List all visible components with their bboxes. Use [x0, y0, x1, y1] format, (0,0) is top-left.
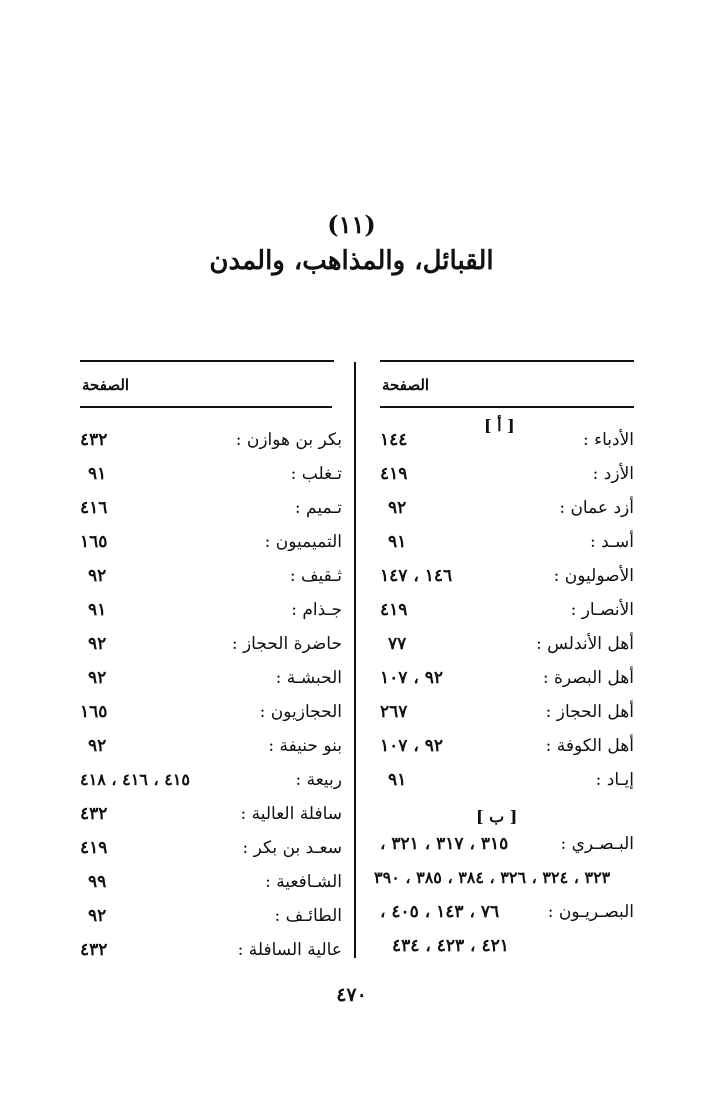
entry-pages: ٩٢ ، ١٠٧	[380, 668, 443, 688]
entry-term: ثـقيف :	[289, 566, 342, 586]
entry-term: الحجازيون :	[259, 702, 342, 722]
entry-pages: ٩٢	[88, 634, 107, 654]
list-item	[80, 935, 342, 965]
entry-term: حاضرة الحجاز :	[231, 634, 342, 654]
list-item	[80, 629, 342, 659]
chapter-number: (١١)	[327, 210, 376, 239]
entry-term: أهل الأندلس :	[535, 634, 634, 654]
entry-term: الأنصـار :	[570, 600, 634, 620]
entry-pages: ٣١٥ ، ٣١٧ ، ٣٢١ ،	[380, 834, 509, 854]
list-item	[380, 425, 634, 455]
entry-pages: ٩٢	[388, 498, 407, 518]
entry-term: الأصوليون :	[553, 566, 634, 586]
entry-term: التميميون :	[264, 532, 342, 552]
entry-term: إيـاد :	[595, 770, 634, 790]
entry-term: عالية السافلة :	[237, 940, 342, 960]
entry-term: أزد عمان :	[559, 498, 634, 518]
entry-pages: ١٤٦ ، ١٤٧	[380, 566, 453, 586]
list-item	[380, 897, 634, 927]
entry-pages: ١٤٤	[380, 430, 408, 450]
entry-term: جـذام :	[291, 600, 342, 620]
entry-pages: ٤٣٢	[80, 940, 108, 960]
list-item	[80, 493, 342, 523]
list-item	[380, 561, 634, 591]
entry-term: بنو حنيفة :	[268, 736, 342, 756]
entry-pages: ٧٧	[388, 634, 407, 654]
entry-term: تـغلب :	[290, 464, 342, 484]
entry-pages: ٤١٩	[380, 600, 408, 620]
list-item	[80, 901, 342, 931]
list-item	[380, 595, 634, 625]
list-item	[80, 663, 342, 693]
list-item	[380, 697, 634, 727]
entry-pages: ٤١٦	[80, 498, 108, 518]
entry-pages: ٩٢	[88, 736, 107, 756]
list-item-continuation	[380, 931, 634, 961]
list-item	[80, 527, 342, 557]
list-item	[80, 731, 342, 761]
list-item	[80, 697, 342, 727]
entry-pages: ٤٢١ ، ٤٢٣ ، ٤٣٤	[392, 936, 509, 956]
list-item	[380, 493, 634, 523]
entry-pages: ٩٢	[88, 906, 107, 926]
entry-pages: ٤١٩	[80, 838, 108, 858]
list-item-continuation	[374, 863, 634, 893]
list-item	[80, 459, 342, 489]
entry-pages: ٩٢	[88, 668, 107, 688]
left-column	[80, 0, 342, 1100]
entry-pages: ٢٦٧	[380, 702, 408, 722]
entry-term: أهل البصرة :	[542, 668, 634, 688]
left-column-header: الصفحة	[82, 376, 130, 394]
list-item	[380, 731, 634, 761]
entry-pages: ٣٢٣ ، ٣٢٤ ، ٣٢٦ ، ٣٨٤ ، ٣٨٥ ، ٣٩٠	[374, 868, 611, 887]
entry-term: تـميم :	[294, 498, 342, 518]
entry-term: أسـد :	[589, 532, 634, 552]
page-title: القبائل، والمذاهب، والمدن	[209, 246, 494, 276]
entry-term: الطائـف :	[274, 906, 342, 926]
section-ba-row	[380, 802, 634, 832]
list-item	[380, 459, 634, 489]
entry-pages: ١٦٥	[80, 702, 108, 722]
right-column-header: الصفحة	[382, 376, 430, 394]
section-label-ba: [ ب ]	[476, 807, 518, 826]
list-item	[380, 629, 634, 659]
entry-pages: ١٦٥	[80, 532, 108, 552]
entry-pages: ٩١	[388, 532, 407, 552]
entry-pages: ٩١	[88, 600, 107, 620]
list-item	[80, 561, 342, 591]
list-item	[380, 663, 634, 693]
entry-term: سافلة العالية :	[240, 804, 342, 824]
list-item	[80, 425, 342, 455]
entry-term: بكر بن هوازن :	[235, 430, 342, 450]
list-item	[380, 765, 634, 795]
entry-pages: ٤١٥ ، ٤١٦ ، ٤١٨	[80, 770, 190, 789]
entry-term: البصـريـون :	[547, 902, 634, 922]
entry-pages: ٤٣٢	[80, 804, 108, 824]
entry-pages: ٩١	[388, 770, 407, 790]
column-divider	[354, 362, 356, 958]
entry-term: البـصـري :	[560, 834, 634, 854]
list-item	[80, 799, 342, 829]
entry-term: أهل الحجاز :	[545, 702, 634, 722]
entry-term: سعـد بن بكر :	[242, 838, 342, 858]
list-item	[80, 595, 342, 625]
list-item	[80, 765, 342, 795]
entry-term: أهل الكوفة :	[545, 736, 634, 756]
list-item	[80, 833, 342, 863]
list-item	[380, 829, 634, 859]
right-column	[374, 0, 634, 1100]
entry-term: الأزد :	[592, 464, 634, 484]
entry-term: الأدباء :	[582, 430, 634, 450]
entry-pages: ٤٣٢	[80, 430, 108, 450]
entry-pages: ٩٢	[88, 566, 107, 586]
page-number: ٤٧٠	[336, 984, 367, 1006]
list-item	[80, 867, 342, 897]
list-item	[380, 527, 634, 557]
entry-pages: ٩٢ ، ١٠٧	[380, 736, 443, 756]
entry-pages: ٤١٩	[380, 464, 408, 484]
entry-pages: ٧٦ ، ١٤٣ ، ٤٠٥ ،	[380, 902, 500, 922]
entry-pages: ٩١	[88, 464, 107, 484]
entry-pages: ٩٩	[88, 872, 107, 892]
entry-term: الشـافعية :	[265, 872, 342, 892]
entry-term: الحبشـة :	[275, 668, 342, 688]
entry-term: ربيعة :	[295, 770, 342, 790]
section-label-alef: [ أ ]	[484, 416, 515, 435]
